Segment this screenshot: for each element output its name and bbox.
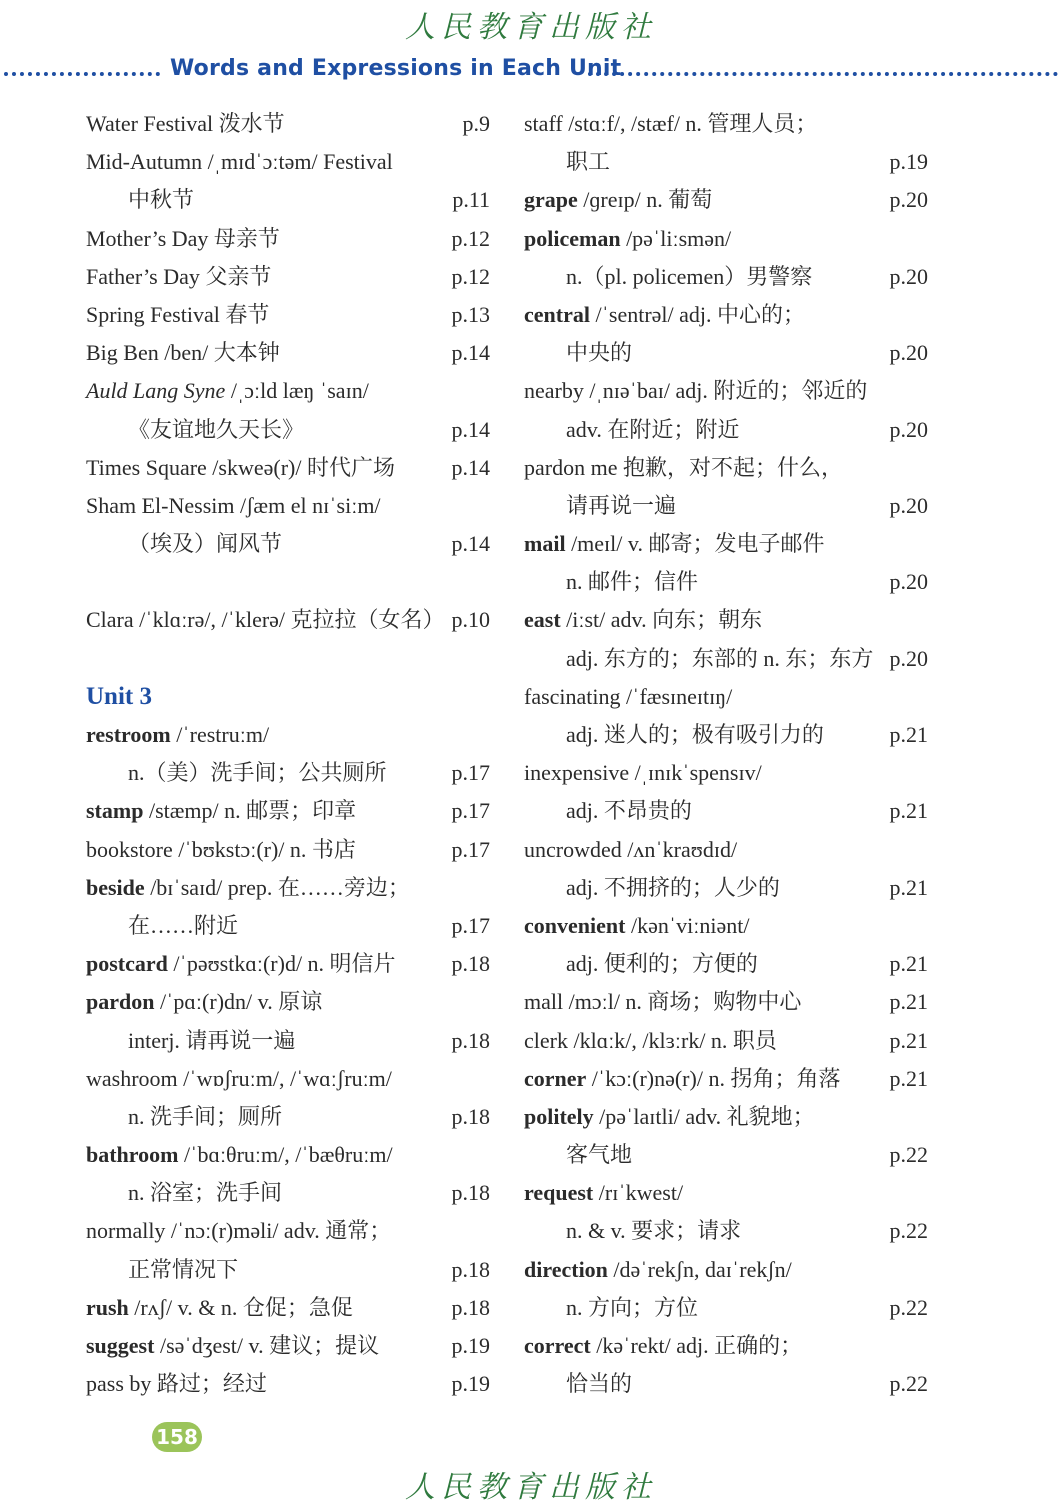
entry-text: bookstore /ˈbʊkstɔː(r)/ n. 书店 [86,836,356,862]
entry-text: n. & v. 要求；请求 [566,1218,742,1244]
entry-text: Sham El-Nessim /ʃæm el nɪˈsiːm/ [86,492,381,518]
headword: east [524,607,561,633]
vocab-entry [86,754,490,792]
headword: rush [86,1294,129,1320]
vocab-entry [86,1365,490,1403]
entry-page-ref: p.20 [889,263,928,289]
entry-text: postcard /ˈpəʊstkɑː(r)d/ n. 明信片 [86,951,396,977]
entry-page-ref: p.17 [451,912,490,938]
vocab-entry [86,716,490,754]
publisher-logo-bottom: 人民教育出版社 [405,1470,657,1505]
vocab-entry [86,983,490,1021]
entry-text: 中央的 [566,340,633,366]
entry-text: uncrowded /ʌnˈkraʊdɪd/ [524,836,738,862]
headword: policeman [524,225,621,251]
entry-page-ref: p.20 [889,492,928,518]
entry-text: correct /kəˈrekt/ adj. 正确的； [524,1333,803,1358]
vocab-entry [524,181,928,219]
entry-text: Unit 3 [86,682,152,710]
entry-text: Spring Festival 春节 [86,301,270,327]
vocab-entry [86,1212,490,1250]
headword: pardon [86,989,155,1015]
entry-text: washroom /ˈwɒʃruːm/, /ˈwɑːʃruːm/ [86,1065,392,1091]
entry-page-ref: p.17 [451,798,490,824]
headword: request [524,1180,594,1206]
vocab-entry [86,296,490,334]
vocab-entry [86,945,490,983]
vocab-entry [524,563,928,601]
vocab-entry [524,449,928,487]
entry-text: 客气地 [566,1142,633,1168]
entry-page-ref: p.10 [451,607,490,633]
headword: grape [524,187,578,213]
entry-page-ref: p.21 [889,722,928,747]
entry-page-ref: p.14 [451,416,490,442]
entry-text: mail /meɪl/ v. 邮寄；发电子邮件 [524,531,825,557]
entry-text: clerk /klɑːk/, /klɜːrk/ n. 职员 [524,1027,777,1053]
spacer [86,563,490,601]
entry-text: suggest /səˈdʒest/ v. 建议；提议 [86,1333,380,1358]
entry-page-ref: p.11 [452,187,490,213]
entry-page-ref: p.18 [451,1103,490,1129]
entry-text: Water Festival 泼水节 [86,111,285,136]
entry-text: adj. 东方的；东部的 n. 东；东方 [566,645,874,671]
vocab-entry [86,1327,490,1365]
vocab-entry [524,1327,928,1365]
entry-text: pass by 路过；经过 [86,1371,267,1397]
entry-page-ref: p.14 [451,454,490,480]
entry-text: politely /pəˈlaɪtli/ adv. 礼貌地； [524,1103,815,1129]
entry-page-ref: p.20 [889,569,928,595]
vocab-entry [86,181,490,219]
entry-page-ref: p.21 [889,1027,928,1053]
entry-page-ref: p.21 [889,874,928,900]
headword: correct [524,1333,591,1358]
vocab-entry [524,334,928,372]
vocab-entry [524,792,928,830]
vocab-entry [524,143,928,181]
entry-page-ref: p.21 [889,1065,928,1091]
header-dots-right [588,42,1058,76]
headword: central [524,301,590,327]
vocab-entry [524,1212,928,1250]
entry-text: 《友谊地久天长》 [128,416,305,442]
entry-text: adj. 不昂贵的 [566,798,692,824]
entry-text: n.（美）洗手间；公共厕所 [128,760,387,786]
right-column [524,105,928,1403]
vocab-entry [524,525,928,563]
entry-text: Auld Lang Syne /ˌɔːld læŋ ˈsaɪn/ [86,378,369,404]
entry-text: normally /ˈnɔː(r)məli/ adv. 通常； [86,1218,392,1244]
entry-text: Clara /ˈklɑːrə/, /ˈklerə/ 克拉拉（女名） [86,607,445,633]
entry-page-ref: p.14 [451,531,490,557]
entry-text: n. 浴室；洗手间 [128,1180,283,1206]
entry-text: adj. 迷人的；极有吸引力的 [566,722,824,747]
entry-page-ref: p.14 [451,340,490,366]
entry-page-ref: p.21 [889,798,928,824]
vocab-entry [86,525,490,563]
spacer [86,640,490,678]
entry-text: Mid-Autumn /ˌmɪdˈɔːtəm/ Festival [86,149,393,175]
entry-text: restroom /ˈrestruːm/ [86,722,270,747]
vocab-entry [86,1289,490,1327]
vocab-entry [86,143,490,181]
entry-text: Big Ben /ben/ 大本钟 [86,340,280,366]
vocab-entry [86,831,490,869]
entry-text: inexpensive /ˌɪnɪkˈspensɪv/ [524,760,762,786]
entry-page-ref: p.21 [889,989,928,1015]
entry-page-ref: p.12 [451,225,490,251]
vocab-entry [86,1060,490,1098]
vocab-entry [524,1289,928,1327]
entry-page-ref: p.17 [451,760,490,786]
entry-page-ref: p.18 [451,1027,490,1053]
entry-page-ref: p.20 [889,187,928,213]
entry-page-ref: p.19 [451,1333,490,1358]
entry-text: n. 邮件；信件 [566,569,699,595]
vocab-entry [86,487,490,525]
entry-page-ref: p.18 [451,951,490,977]
header-dots-left [4,42,160,76]
vocab-entry [524,372,928,410]
vocab-entry [86,1251,490,1289]
entry-text: n. 方向；方位 [566,1294,699,1320]
entry-text: 恰当的 [566,1371,633,1397]
entry-text: mall /mɔːl/ n. 商场；购物中心 [524,989,802,1015]
entry-text: interj. 请再说一遍 [128,1027,296,1053]
entry-text: Mother’s Day 母亲节 [86,225,280,251]
vocab-entry [86,334,490,372]
vocab-entry [524,1098,928,1136]
entry-text: nearby /ˌnɪəˈbaɪ/ adj. 附近的；邻近的 [524,378,868,404]
entry-text: east /iːst/ adv. 向东；朝东 [524,607,763,633]
vocab-entry [524,1365,928,1403]
entry-page-ref: p.19 [889,149,928,175]
entry-text: rush /rʌʃ/ v. & n. 仓促；急促 [86,1294,353,1320]
entry-text: 中秋节 [128,187,195,213]
entry-page-ref: p.13 [451,301,490,327]
headword: restroom [86,722,171,747]
entry-text: 正常情况下 [128,1256,239,1282]
entry-page-ref: p.20 [889,645,928,671]
entry-text: staff /stɑːf/, /stæf/ n. 管理人员； [524,111,818,136]
vocab-entry [524,1251,928,1289]
vocab-entry [524,640,928,678]
entry-page-ref: p.21 [889,951,928,977]
entry-page-ref: p.12 [451,263,490,289]
entry-page-ref: p.22 [889,1371,928,1397]
entry-page-ref: p.20 [889,340,928,366]
vocab-entry [524,945,928,983]
vocab-entry [524,754,928,792]
headword: bathroom [86,1142,179,1168]
entry-text: direction /dəˈrekʃn, daɪˈrekʃn/ [524,1256,792,1282]
entry-text: pardon me 抱歉，对不起；什么， [524,454,843,480]
vocab-entry [86,601,490,639]
entry-page-ref: p.9 [462,111,490,136]
entry-page-ref: p.18 [451,1256,490,1282]
vocab-entry [524,831,928,869]
entry-text: policeman /pəˈliːsmən/ [524,225,732,251]
vocab-entry [86,449,490,487]
vocab-entry [86,220,490,258]
vocab-entry [86,258,490,296]
entry-page-ref: p.20 [889,416,928,442]
entry-text: central /ˈsentrəl/ adj. 中心的； [524,301,806,327]
vocab-entry [524,601,928,639]
vocab-entry [524,105,928,143]
entry-text: adj. 不拥挤的；人少的 [566,874,780,900]
section-title: Words and Expressions in Each Unit [170,56,622,81]
vocab-entry [524,1136,928,1174]
entry-text: （埃及）闻风节 [128,531,283,557]
vocab-entry [86,907,490,945]
entry-text: 请再说一遍 [566,492,677,518]
unit-heading [86,678,490,716]
page-number: 158 [152,1422,202,1452]
headword: Auld Lang Syne [86,378,226,404]
headword: politely [524,1103,594,1129]
entry-page-ref: p.19 [451,1371,490,1397]
entry-text: stamp /stæmp/ n. 邮票；印章 [86,798,357,824]
vocab-entry [524,220,928,258]
headword: postcard [86,951,168,977]
vocab-entry [524,983,928,1021]
vocab-entry [524,296,928,334]
entry-text: adv. 在附近；附近 [566,416,740,442]
headword: convenient [524,912,626,938]
vocab-entry [86,372,490,410]
entry-page-ref: p.18 [451,1294,490,1320]
entry-text: convenient /kənˈviːniənt/ [524,912,750,938]
vocab-entry [86,792,490,830]
entry-text: beside /bɪˈsaɪd/ prep. 在……旁边； [86,874,410,900]
vocab-entry [86,1136,490,1174]
vocab-entry [524,907,928,945]
headword: corner [524,1065,587,1091]
vocab-entry [524,678,928,716]
entry-text: 在……附近 [128,912,239,938]
vocab-entry [86,1022,490,1060]
headword: direction [524,1256,608,1282]
publisher-logo-top: 人民教育出版社 [405,10,657,45]
vocab-entry [524,1174,928,1212]
headword: beside [86,874,145,900]
entry-page-ref: p.17 [451,836,490,862]
vocab-entry [524,716,928,754]
vocab-entry [86,411,490,449]
entry-text: adj. 便利的；方便的 [566,951,758,977]
entry-text: grape /ɡreɪp/ n. 葡萄 [524,187,713,213]
vocab-entry [524,1060,928,1098]
vocab-entry [86,105,490,143]
vocab-entry [86,1098,490,1136]
vocab-entry [524,411,928,449]
headword: stamp [86,798,144,824]
headword: mail [524,531,566,557]
left-column [86,105,490,1403]
vocab-entry [524,258,928,296]
entry-page-ref: p.22 [889,1218,928,1244]
entry-text: request /rɪˈkwest/ [524,1180,684,1206]
entry-text: pardon /ˈpɑː(r)dn/ v. 原谅 [86,989,323,1015]
headword: suggest [86,1333,155,1358]
entry-text: Father’s Day 父亲节 [86,263,272,289]
entry-text: n. 洗手间；厕所 [128,1103,283,1129]
entry-page-ref: p.18 [451,1180,490,1206]
entry-text: corner /ˈkɔː(r)nə(r)/ n. 拐角；角落 [524,1065,841,1091]
entry-text: bathroom /ˈbɑːθruːm/, /ˈbæθruːm/ [86,1142,393,1168]
vocab-entry [524,869,928,907]
vocab-entry [524,1022,928,1060]
entry-text: fascinating /ˈfæsɪneɪtɪŋ/ [524,683,733,709]
entry-text: n.（pl. policemen）男警察 [566,263,813,289]
entry-page-ref: p.22 [889,1294,928,1320]
vocab-entry [86,869,490,907]
entry-text: 职工 [566,149,611,175]
vocab-entry [524,487,928,525]
section-header [0,56,1062,90]
vocab-entry [86,1174,490,1212]
entry-text: Times Square /skweə(r)/ 时代广场 [86,454,395,480]
entry-page-ref: p.22 [889,1142,928,1168]
